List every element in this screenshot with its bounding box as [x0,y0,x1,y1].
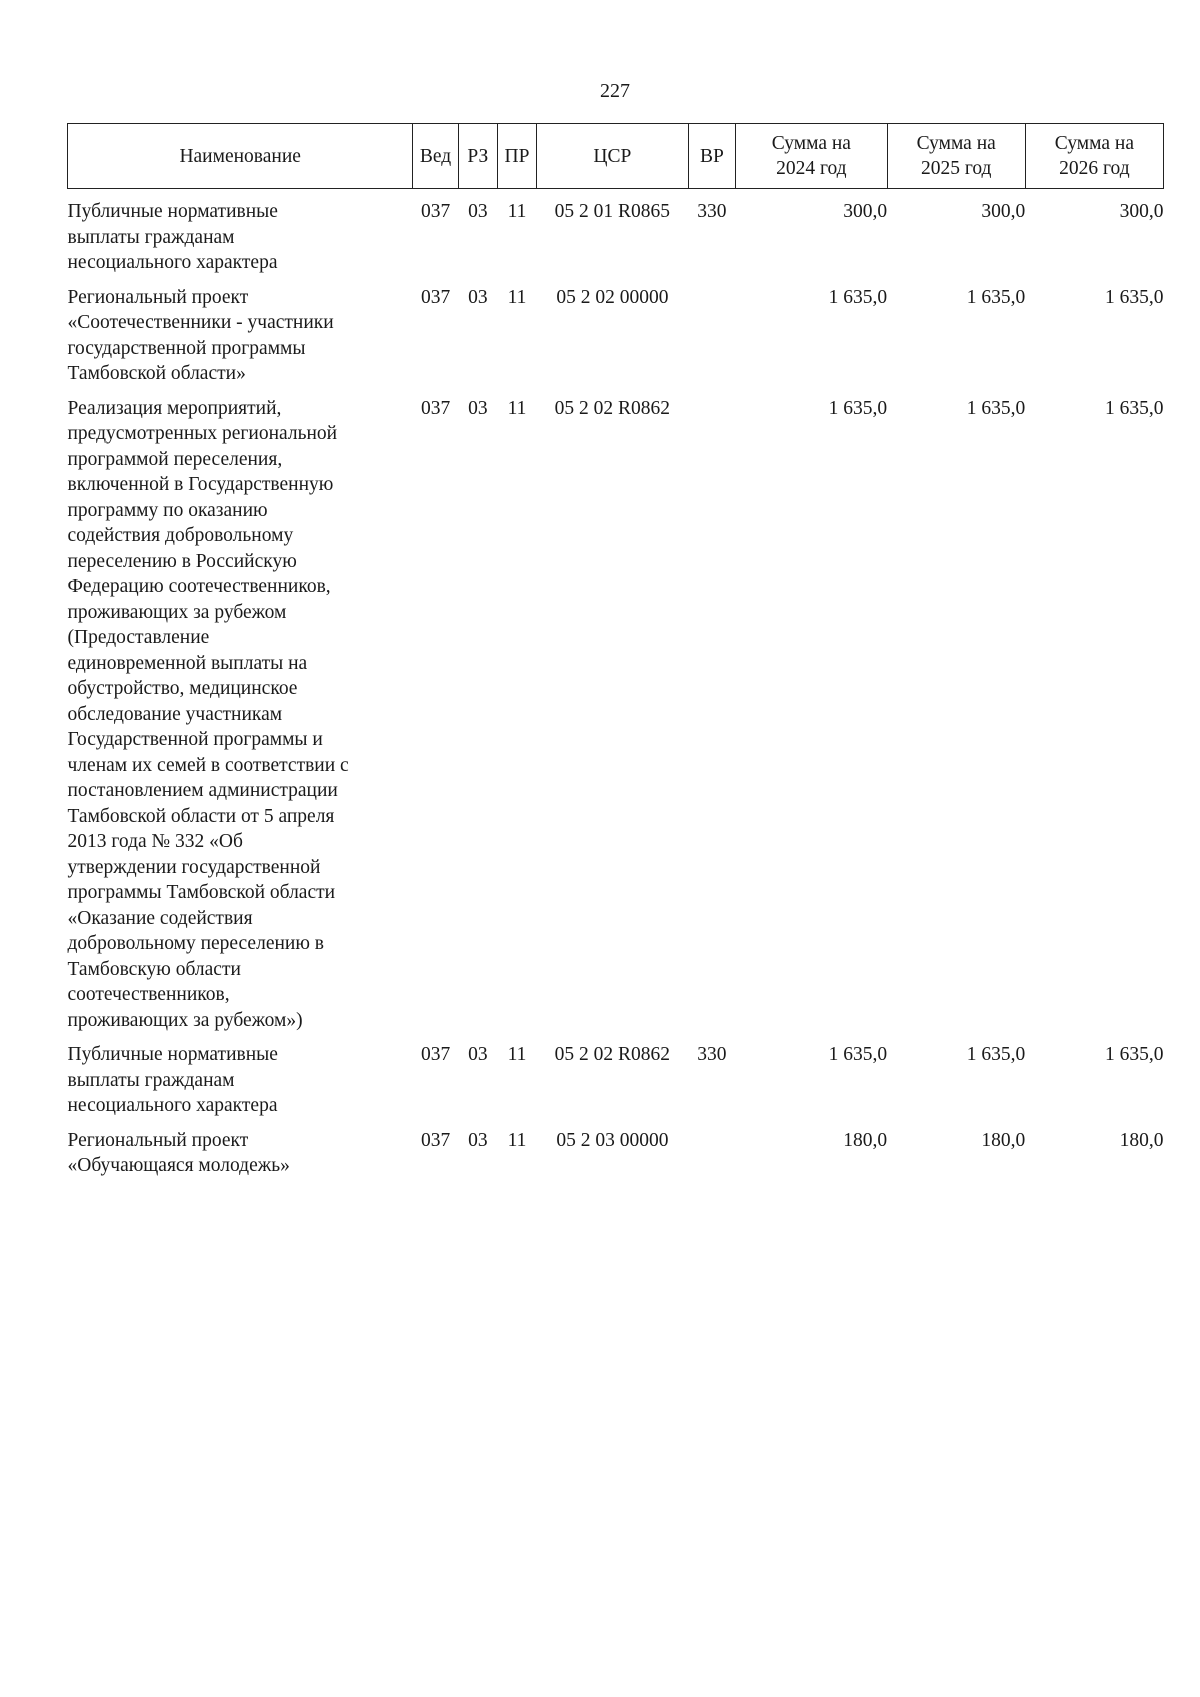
cell-vr [688,1128,735,1179]
cell-name-line: «Соотечественники - участники [67,312,334,333]
cell-name [68,285,413,396]
header-ved: Вед [413,124,458,189]
cell-vr [688,396,735,1043]
cell-name-line: Региональный проект [67,286,249,308]
cell-name-line: Государственной программы и [67,729,323,750]
cell-pr: 11 [507,286,527,308]
cell-name-line: постановлением администрации [67,780,338,801]
cell-vr: 330 [697,201,727,222]
cell-name-line: обустройство, медицинское [67,678,298,699]
cell-name-line: программу по оказанию [67,499,268,521]
cell-name-line: содействия добровольному [67,525,294,546]
cell-sum-2024: 1 635,0 [828,286,888,308]
header-sum-2024-line2: 2024 год [776,158,847,179]
cell-name-line: несоциального характера [67,252,278,273]
table-header-row [68,124,1164,189]
cell-ved: 037 [420,1129,451,1151]
cell-name-line: предусмотренных региональной [67,423,338,444]
cell-name-line: Публичные нормативные [67,201,278,222]
header-sum-2025 [887,124,1025,189]
cell-ved: 037 [420,397,451,419]
cell-pr: 11 [507,397,527,419]
cell-pr: 11 [507,1129,527,1151]
cell-name-line: «Обучающаяся молодежь» [67,1155,290,1176]
cell-rz: 03 [468,201,488,222]
cell-sum-2025: 180,0 [981,1129,1026,1151]
cell-name-line: переселению в Российскую [67,550,297,572]
header-vr: ВР [688,124,735,189]
cell-name-line: единовременной выплаты на [67,652,308,674]
cell-name-line: «Оказание содействия [67,907,253,929]
cell-rz: 03 [468,1044,488,1065]
cell-sum-2025: 1 635,0 [966,1044,1026,1065]
cell-sum-2024: 180,0 [843,1129,888,1151]
cell-csr: 05 2 03 00000 [556,1129,669,1151]
cell-csr: 05 2 02 R0862 [554,397,671,419]
cell-name-line: Тамбовской области» [67,363,246,384]
table-row [68,285,1164,396]
cell-name-line: обследование участникам [67,703,283,725]
table-row [68,189,1164,285]
header-sum-2026 [1025,124,1163,189]
cell-name-line: государственной программы [67,337,306,359]
page-number: 227 [600,80,630,102]
cell-csr: 05 2 02 R0862 [554,1044,671,1065]
cell-name-line: утверждении государственной [67,856,321,878]
header-pr: ПР [497,124,536,189]
cell-name-line: Тамбовскую области [67,958,241,980]
cell-name-line: Тамбовской области от 5 апреля [67,805,335,827]
cell-pr: 11 [507,201,527,222]
cell-sum-2026: 300,0 [1119,201,1164,222]
cell-name [68,1042,413,1128]
header-sum-2025-line2: 2025 год [920,158,992,179]
table-row [68,1128,1164,1179]
cell-name [68,1128,413,1179]
cell-pr: 11 [507,1044,527,1065]
header-name: Наименование [68,124,413,189]
cell-sum-2025: 1 635,0 [966,397,1026,419]
cell-sum-2026: 1 635,0 [1105,286,1164,308]
cell-sum-2024: 300,0 [843,201,888,222]
cell-name-line: членам их семей в соответствии с [67,754,349,776]
cell-rz: 03 [468,286,488,308]
header-sum-2024-line1: Сумма на [771,133,851,154]
cell-name-line: 2013 года № 332 «Об [67,831,243,852]
cell-name-line: несоциального характера [67,1095,278,1116]
cell-sum-2025: 1 635,0 [966,286,1026,308]
cell-vr: 330 [697,1044,727,1065]
cell-name-line: проживающих за рубежом») [67,1009,303,1031]
header-rz: РЗ [458,124,497,189]
cell-rz: 03 [468,1129,488,1151]
cell-csr: 05 2 02 00000 [556,286,669,308]
cell-sum-2025: 300,0 [981,201,1026,222]
cell-sum-2026: 1 635,0 [1105,1044,1164,1065]
cell-vr [688,285,735,396]
header-sum-2025-line1: Сумма на [916,133,996,154]
cell-ved: 037 [420,1044,451,1065]
cell-name-line: Федерацию соотечественников, [67,576,331,597]
cell-name [68,396,413,1043]
cell-name-line: Региональный проект [67,1129,249,1151]
cell-name-line: выплаты гражданам [67,1069,235,1091]
header-sum-2026-line2: 2026 год [1059,158,1130,179]
table-row [68,396,1164,1043]
cell-sum-2026: 1 635,0 [1105,397,1164,419]
cell-name-line: программы Тамбовской области [67,882,336,903]
cell-csr: 05 2 01 R0865 [554,201,671,222]
cell-name-line: соотечественников, [67,984,230,1005]
cell-ved: 037 [420,201,451,222]
cell-name-line: (Предоставление [67,627,210,648]
cell-ved: 037 [420,286,451,308]
cell-name-line: выплаты гражданам [67,226,235,248]
budget-table [67,123,1164,1179]
cell-rz: 03 [468,397,488,419]
table-body [68,189,1164,1179]
cell-name [68,189,413,285]
cell-name-line: добровольному переселению в [67,933,324,954]
table-row [68,1042,1164,1128]
cell-name-line: Публичные нормативные [67,1044,278,1065]
cell-name-line: проживающих за рубежом [67,601,287,623]
cell-sum-2024: 1 635,0 [828,397,888,419]
cell-name-line: включенной в Государственную [67,474,334,495]
header-sum-2026-line1: Сумма на [1054,133,1134,154]
cell-name-line: Реализация мероприятий, [67,397,282,419]
header-sum-2024 [736,124,888,189]
cell-sum-2026: 180,0 [1119,1129,1164,1151]
cell-name-line: программой переселения, [67,448,283,470]
cell-sum-2024: 1 635,0 [828,1044,888,1065]
header-csr: ЦСР [537,124,689,189]
